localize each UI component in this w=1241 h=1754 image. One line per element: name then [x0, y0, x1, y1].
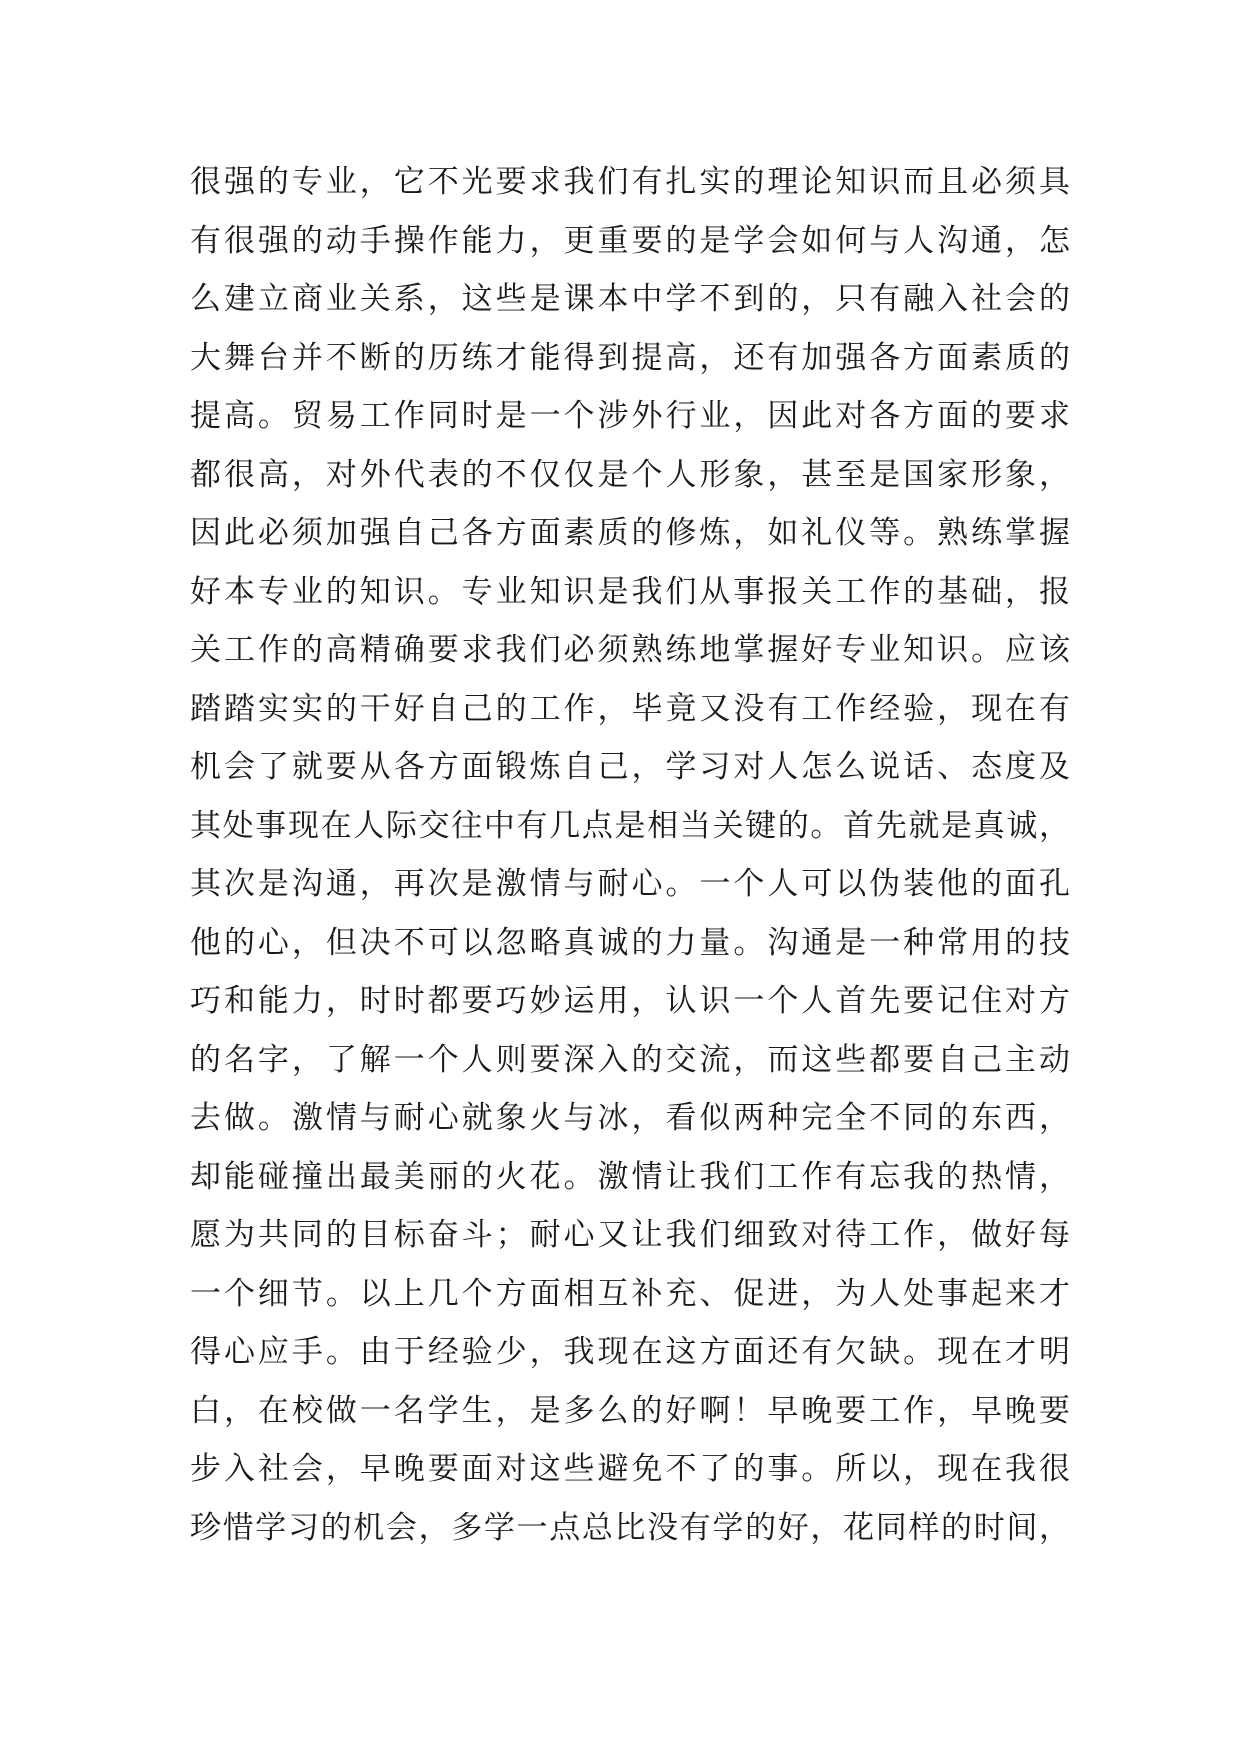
text-line-15: 巧和能力，时时都要巧妙运用，认识一个人首先要记住对方 [190, 983, 1070, 1019]
text-line-1: 很强的专业，它不光要求我们有扎实的理论知识而且必须具 [190, 164, 1070, 200]
text-line-18: 却能碰撞出最美丽的火花。激情让我们工作有忘我的热情， [190, 1158, 1070, 1195]
text-line-4: 大舞台并不断的历练才能得到提高，还有加强各方面素质的 [190, 339, 1070, 376]
text-line-2: 有很强的动手操作能力，更重要的是学会如何与人沟通，怎 [190, 222, 1070, 259]
text-line-14: 他的心，但决不可以忽略真诚的力量。沟通是一种常用的技 [190, 924, 1070, 961]
text-line-13: 其次是沟通，再次是激情与耐心。一个人可以伪装他的面孔 [190, 866, 1070, 902]
text-line-17: 去做。激情与耐心就象火与冰，看似两种完全不同的东西， [190, 1100, 1070, 1136]
text-line-11: 机会了就要从各方面锻炼自己，学习对人怎么说话、态度及 [190, 749, 1070, 785]
text-line-7: 因此必须加强自己各方面素质的修炼，如礼仪等。熟练掌握 [190, 515, 1070, 551]
text-line-24: 珍惜学习的机会，多学一点总比没有学的好，花同样的时间， [190, 1509, 1070, 1546]
text-line-5: 提高。贸易工作同时是一个涉外行业，因此对各方面的要求 [190, 398, 1070, 434]
text-line-6: 都很高，对外代表的不仅仅是个人形象，甚至是国家形象， [190, 456, 1070, 493]
text-line-3: 么建立商业关系，这些是课本中学不到的，只有融入社会的 [190, 281, 1070, 317]
text-line-20: 一个细节。以上几个方面相互补充、促进，为人处事起来才 [190, 1275, 1070, 1312]
text-line-21: 得心应手。由于经验少，我现在这方面还有欠缺。现在才明 [190, 1334, 1070, 1370]
text-line-8: 好本专业的知识。专业知识是我们从事报关工作的基础，报 [190, 573, 1070, 610]
text-line-16: 的名字，了解一个人则要深入的交流，而这些都要自己主动 [190, 1041, 1070, 1078]
text-line-23: 步入社会，早晚要面对这些避免不了的事。所以，现在我很 [190, 1451, 1070, 1487]
text-line-9: 关工作的高精确要求我们必须熟练地掌握好专业知识。应该 [190, 632, 1070, 668]
text-line-19: 愿为共同的目标奋斗；耐心又让我们细致对待工作，做好每 [190, 1217, 1070, 1253]
text-line-10: 踏踏实实的干好自己的工作，毕竟又没有工作经验，现在有 [190, 690, 1070, 727]
text-line-12: 其处事现在人际交往中有几点是相当关键的。首先就是真诚， [190, 807, 1070, 844]
body-paragraph [190, 162, 1070, 1566]
text-line-22: 白，在校做一名学生，是多么的好啊！早晚要工作，早晚要 [190, 1392, 1070, 1429]
